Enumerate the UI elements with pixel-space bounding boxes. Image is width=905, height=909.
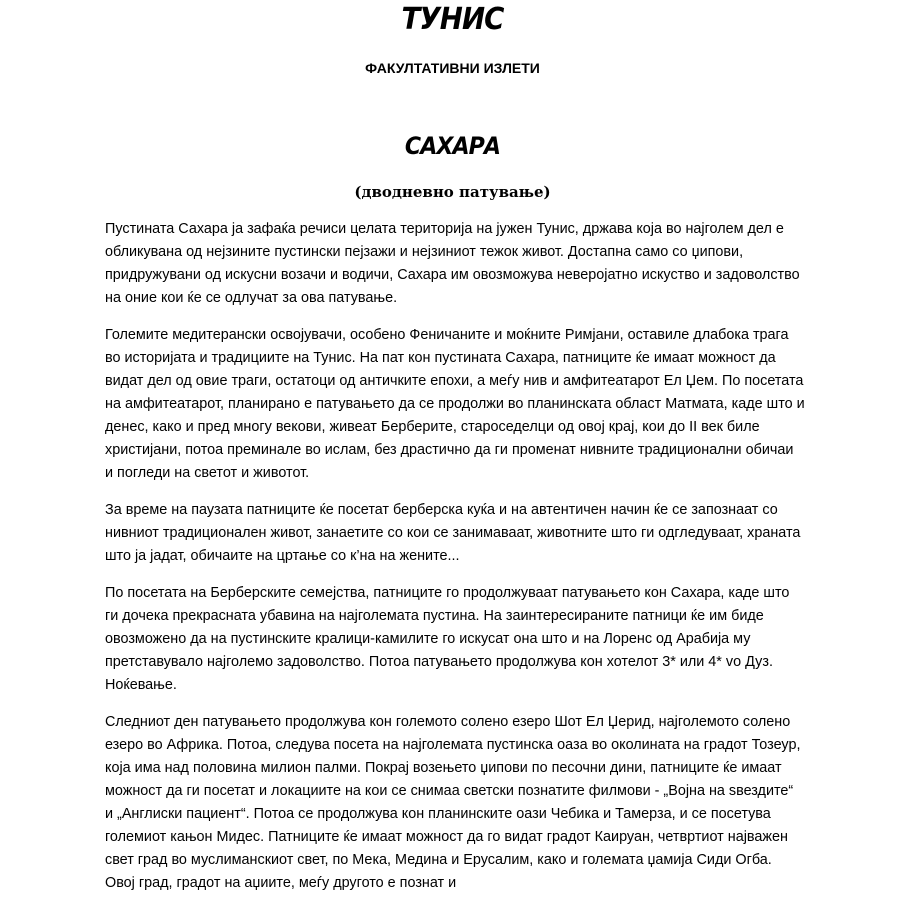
paragraph: Следниот ден патувањето продолжува кон големото солено езеро Шот Ел Џерид, најголемото солено езеро во Африка. Потоа, следува посета на најголемата пустинска оаза во околината на градот Тозеур, која има над половина милион палми. Покрај возењето џипови по песочни дини, патниците ќе имаат можност да ги посетат и локациите на кои се снимаа светски познатите филмови - „Војна на ѕвездите“ и „Англиски пациент“. Потоа се продолжува кон планинските оази Чебика и Тамерза, и се посетува големиот кањон Мидес. Патниците ќе имаат можност да го видат градот Каируан, четвртиот најважен свет град во муслиманскиот свет, по Мека, Медина и Ерусалим, како и големата џамија Сиди Огба. Овој град, градот на аџиите, меѓу другото е познат и: [105, 714, 801, 891]
document-title: ТУНИС: [401, 2, 504, 37]
document-subtitle: ФАКУЛТАТИВНИ ИЗЛЕТИ: [365, 60, 540, 76]
paragraph: Големите медитерански освојувачи, особено Феничаните и моќните Римјани, оставиле длабока трага во историјата и традициите на Тунис. На пат кон пустината Сахара, патниците ќе имаат можност да видат дел од овие траги, остатоци од античките епохи, а меѓу нив и амфитеатарот Ел Џем. По посетата на амфитеатарот, планирано е патувањето да се продолжи во планинската област Матмата, каде што и денес, како и пред многу векови, живеат Берберите, староседелци од овој крај, кои до II век биле христијани, потоа преминале во ислам, без драстично да ги променат нивните традиционални обичаи и погледи на светот и животот.: [105, 327, 805, 481]
paragraph: Пустината Сахара ја зафаќа речиси целата територија на јужен Тунис, држава која во најголем дел е обликувана од нејзините пустински пејзажи и нејзиниот тежок живот. Достапна само со џипови, придружувани од искусни возачи и водичи, Сахара им овозможува неверојатно искуство и задоволство на оние кои ќе се одлучат за ова патување.: [105, 221, 800, 306]
section-tagline: (дводневно патување): [354, 183, 551, 201]
body-text: [105, 218, 805, 909]
paragraph: По посетата на Берберските семејства, патниците го продолжуваат патувањето кон Сахара, каде што ги дочека прекрасната убавина на најголемата пустина. На заинтересираните патници ќе им биде овозможено да на пустинските кралици-камилите го искусат она што и на Лоренс од Арабија му претставувало најголемо задоволство. Потоа патувањето продолжува кон хотелот 3* или 4* vo Дуз. Ноќевање.: [105, 585, 790, 693]
paragraph: За време на паузата патниците ќе посетат берберска куќа и на автентичен начин ќе се запознаат со нивниот традиционален живот, занаетите со кои се занимаваат, животните што ги одгледуваат, храната што ја јадат, обичаите на цртање со к’на на жените...: [105, 502, 801, 564]
section-title: САХАРА: [404, 132, 501, 160]
